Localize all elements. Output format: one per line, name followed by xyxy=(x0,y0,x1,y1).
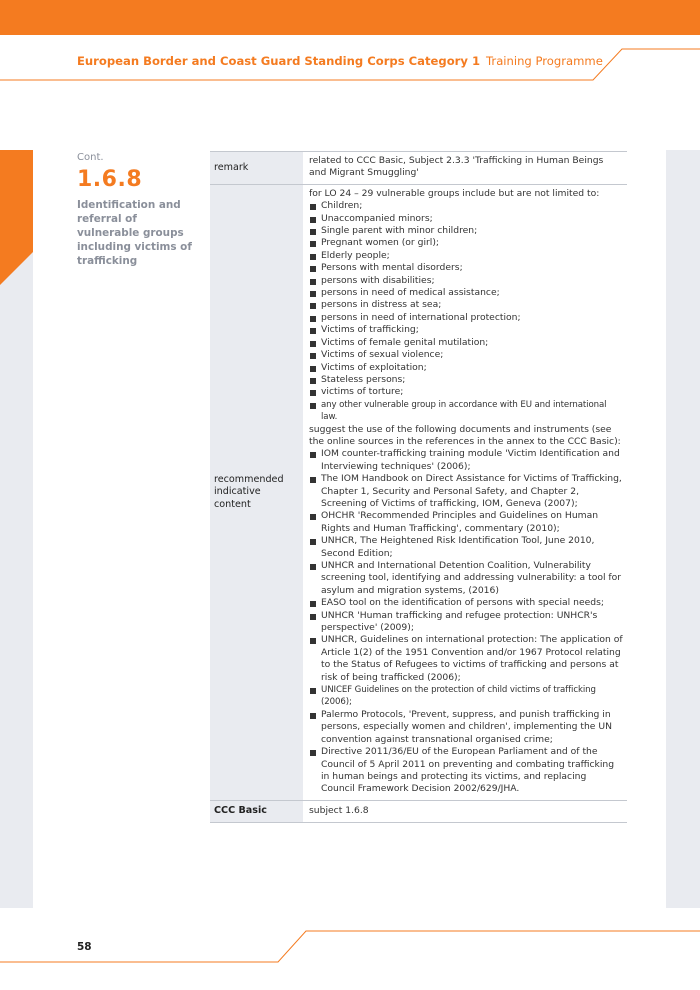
section-number: 1.6.8 xyxy=(77,167,143,192)
list-item: Victims of sexual violence; xyxy=(309,349,623,361)
list-item: Persons with mental disorders; xyxy=(309,262,623,274)
row-label: remark xyxy=(210,152,303,184)
list-item: persons in need of medical assistance; xyxy=(309,287,623,299)
vulnerable-groups-list xyxy=(309,200,623,399)
list-item: victims of torture; xyxy=(309,386,623,398)
table-row-ccc-basic xyxy=(210,801,627,823)
row-label: CCC Basic xyxy=(210,801,303,822)
content-table xyxy=(210,151,627,823)
list-item: persons in need of international protection; xyxy=(309,312,623,324)
left-orange-tab xyxy=(0,150,33,285)
row-value: subject 1.6.8 xyxy=(309,804,369,816)
list-item: EASO tool on the identification of persons with special needs; xyxy=(309,597,623,609)
list-item: UNHCR and International Detention Coalition, Vulnerability screening tool, identifying and addressing vulnerability: a tool for asylum and migration systems, (2016) xyxy=(309,560,623,597)
bullet-square-icon xyxy=(310,403,316,409)
table-row-remark xyxy=(210,151,627,185)
page-number: 58 xyxy=(77,941,92,953)
list-item: Children; xyxy=(309,200,623,212)
list-item: Pregnant women (or girl); xyxy=(309,237,623,249)
documents-list xyxy=(309,448,623,795)
list-item: IOM counter-trafficking training module 'Victim Identification and Interviewing techniques' (2006); xyxy=(309,448,623,473)
list-item: persons in distress at sea; xyxy=(309,299,623,311)
list-item: UNHCR 'Human trafficking and refugee protection: UNHCR's perspective' (2009); xyxy=(309,610,623,635)
right-margin-panel xyxy=(666,150,700,908)
list-item-text: any other vulnerable group in accordance with EU and international law. xyxy=(321,399,607,423)
list-item: Unaccompanied minors; xyxy=(309,213,623,225)
row-label: recommended indicative content xyxy=(210,185,303,800)
list-item: persons with disabilities; xyxy=(309,275,623,287)
list-item: UNHCR, Guidelines on international protection: The application of Article 1(2) of the 1951 Convention and/or 1967 Protocol relating to the Status of Refugees to victims of trafficking and persons at risk of being trafficked (2006); xyxy=(309,634,623,684)
list-item: Victims of trafficking; xyxy=(309,324,623,336)
suggest-text: suggest the use of the following documents and instruments (see the online sources in the references in the annex to the CCC Basic): xyxy=(309,423,621,447)
row-value: related to CCC Basic, Subject 2.3.3 'Trafficking in Human Beings and Migrant Smuggling' xyxy=(309,155,604,179)
section-title: Identification and referral of vulnerable groups including victims of trafficking xyxy=(77,199,192,267)
list-item: The IOM Handbook on Direct Assistance for Victims of Trafficking, Chapter 1, Security and Personal Safety, and Chapter 2, Screening of Victims of trafficking, IOM, Geneva (2007); xyxy=(309,473,623,510)
top-orange-band xyxy=(0,0,700,35)
list-item: Palermo Protocols, 'Prevent, suppress, and punish trafficking in persons, especially women and children', implementing the UN convention against transnational organised crime; xyxy=(309,709,623,746)
list-item-any-other xyxy=(309,399,623,424)
list-item: Single parent with minor children; xyxy=(309,225,623,237)
list-item: OHCHR 'Recommended Principles and Guidelines on Human Rights and Human Trafficking', commentary (2010); xyxy=(309,510,623,535)
list-item: UNICEF Guidelines on the protection of child victims of trafficking (2006); xyxy=(309,684,623,709)
running-header xyxy=(77,54,603,68)
list-item: Victims of exploitation; xyxy=(309,362,623,374)
section-sidebar xyxy=(77,150,197,268)
list-item: Victims of female genital mutilation; xyxy=(309,337,623,349)
list-item: Stateless persons; xyxy=(309,374,623,386)
header-title-light: Training Programme xyxy=(486,54,603,68)
header-title-bold: European Border and Coast Guard Standing Corps Category 1 xyxy=(77,54,481,68)
list-item: Elderly people; xyxy=(309,250,623,262)
table-row-indicative-content xyxy=(210,185,627,801)
list-item: UNHCR, The Heightened Risk Identification Tool, June 2010, Second Edition; xyxy=(309,535,623,560)
row-value xyxy=(303,185,627,800)
continued-label: Cont. xyxy=(77,152,104,163)
list-item: Directive 2011/36/EU of the European Parliament and of the Council of 5 April 2011 on preventing and combating trafficking in human beings and protecting its victims, and replacing Council Framework Decision 2002/629/JHA. xyxy=(309,746,623,796)
intro-text: for LO 24 – 29 vulnerable groups include but are not limited to: xyxy=(309,187,600,199)
